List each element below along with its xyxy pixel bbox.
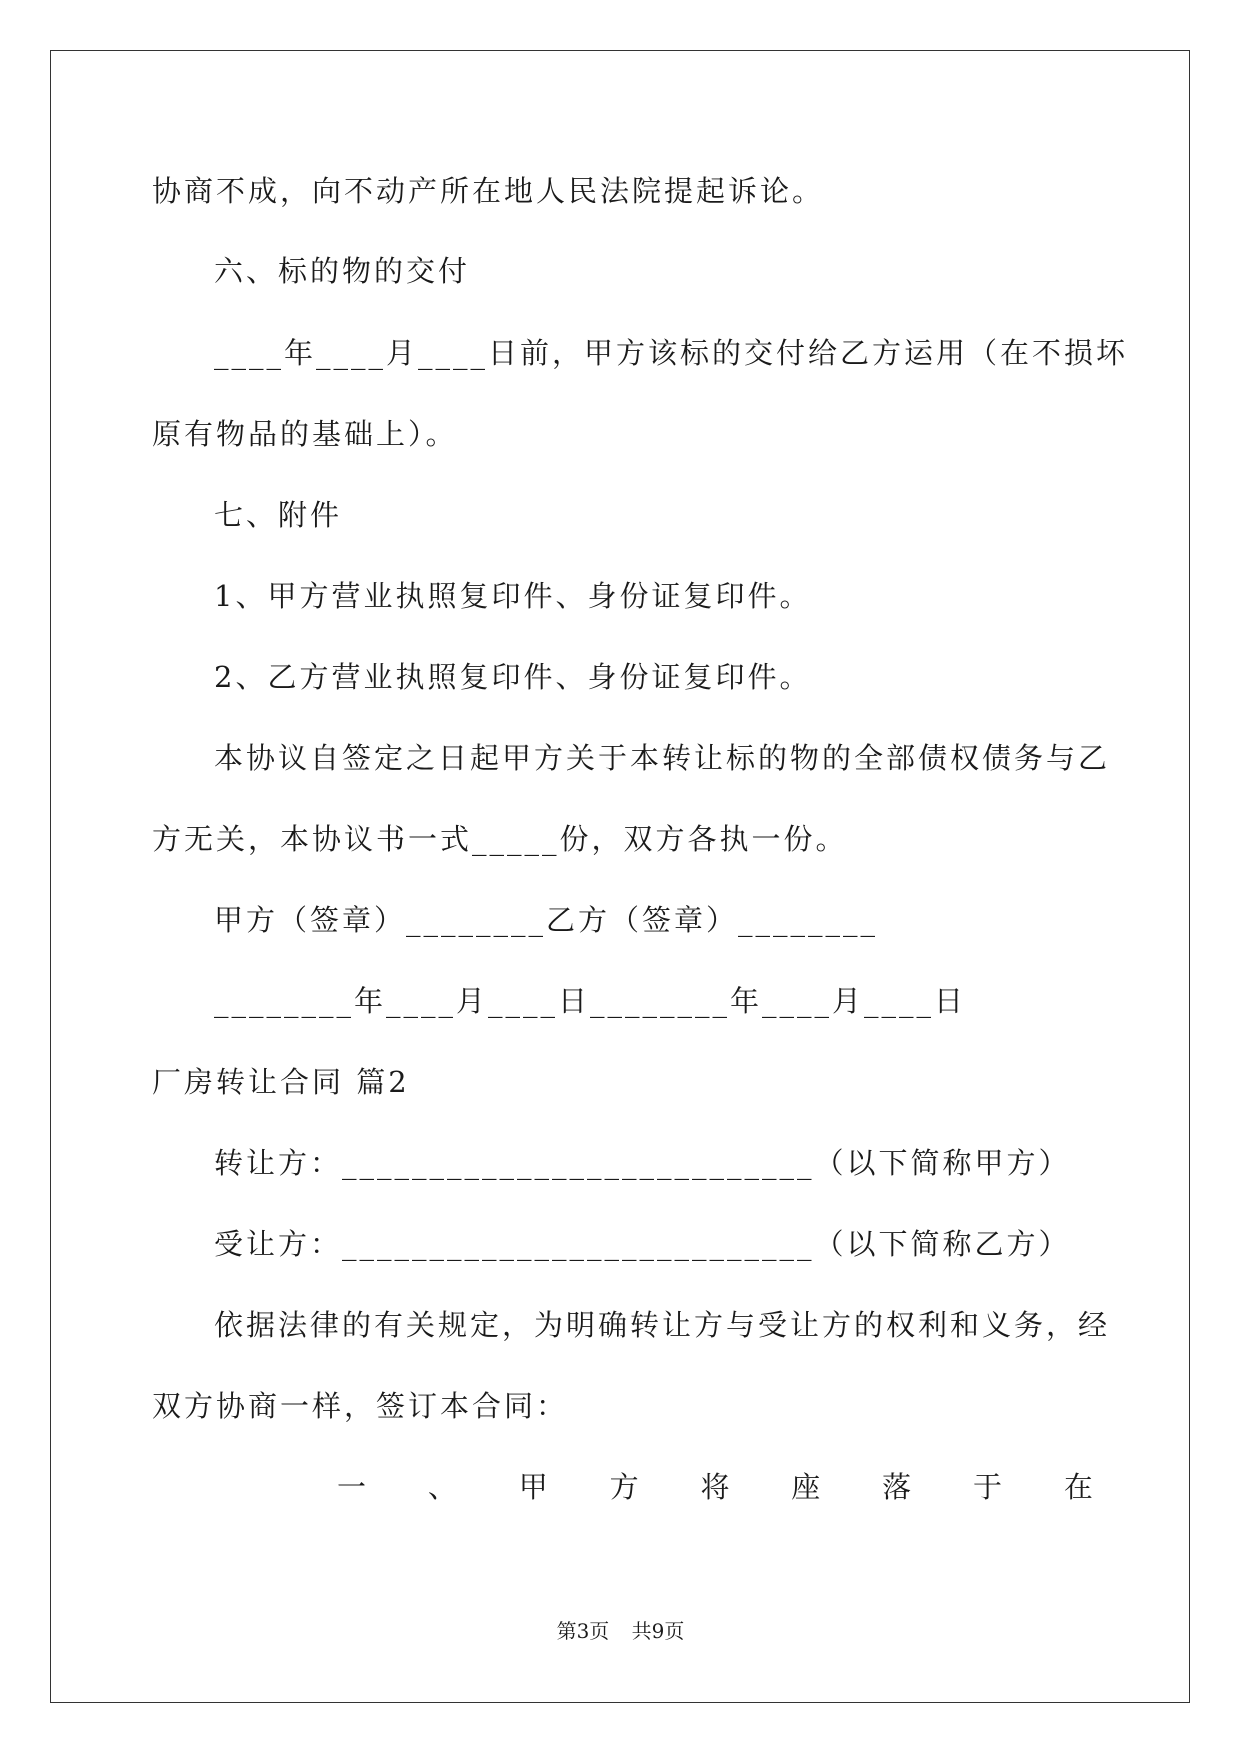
- section-heading: 六、标的物的交付: [214, 254, 471, 288]
- paragraph-line: 原有物品的基础上）。: [152, 417, 458, 451]
- transferor-line: 转让方：___________________________（以下简称甲方）: [214, 1146, 1071, 1180]
- clause-char: 于: [973, 1470, 1003, 1504]
- transferee-line: 受让方：___________________________（以下简称乙方）: [214, 1227, 1071, 1261]
- clause-char: 在: [1063, 1470, 1093, 1504]
- justified-clause-line: [337, 1467, 1093, 1507]
- page-border: [50, 50, 1190, 1703]
- clause-char: 、: [427, 1470, 457, 1504]
- page-total: 共9页: [631, 1619, 685, 1643]
- page-footer: [0, 1618, 1241, 1644]
- page-number: 第3页: [556, 1619, 610, 1643]
- clause-char: 落: [882, 1470, 912, 1504]
- clause-char: 一: [337, 1470, 367, 1504]
- contract-title: 厂房转让合同 篇2: [152, 1065, 410, 1099]
- paragraph-line: ____年____月____日前，甲方该标的交付给乙方运用（在不损坏: [214, 336, 1129, 370]
- signature-line: 甲方（签章）________乙方（签章）________: [214, 903, 879, 937]
- clause-char: 座: [791, 1470, 821, 1504]
- paragraph-line: 协商不成，向不动产所在地人民法院提起诉论。: [152, 174, 825, 208]
- paragraph-line: 双方协商一样，签订本合同：: [152, 1389, 569, 1423]
- paragraph-line: 本协议自签定之日起甲方关于本转让标的物的全部债权债务与乙: [214, 741, 1111, 775]
- clause-char: 将: [700, 1470, 730, 1504]
- paragraph-line: 方无关，本协议书一式_____份，双方各执一份。: [152, 822, 848, 856]
- date-line: ________年____月____日________年____月____日: [214, 984, 967, 1018]
- paragraph-line: 依据法律的有关规定，为明确转让方与受让方的权利和义务，经: [214, 1308, 1111, 1342]
- list-item: 2、乙方营业执照复印件、身份证复印件。: [214, 660, 812, 694]
- clause-char: 甲: [518, 1470, 548, 1504]
- list-item: 1、甲方营业执照复印件、身份证复印件。: [214, 579, 812, 613]
- section-heading: 七、附件: [214, 498, 343, 532]
- clause-char: 方: [609, 1470, 639, 1504]
